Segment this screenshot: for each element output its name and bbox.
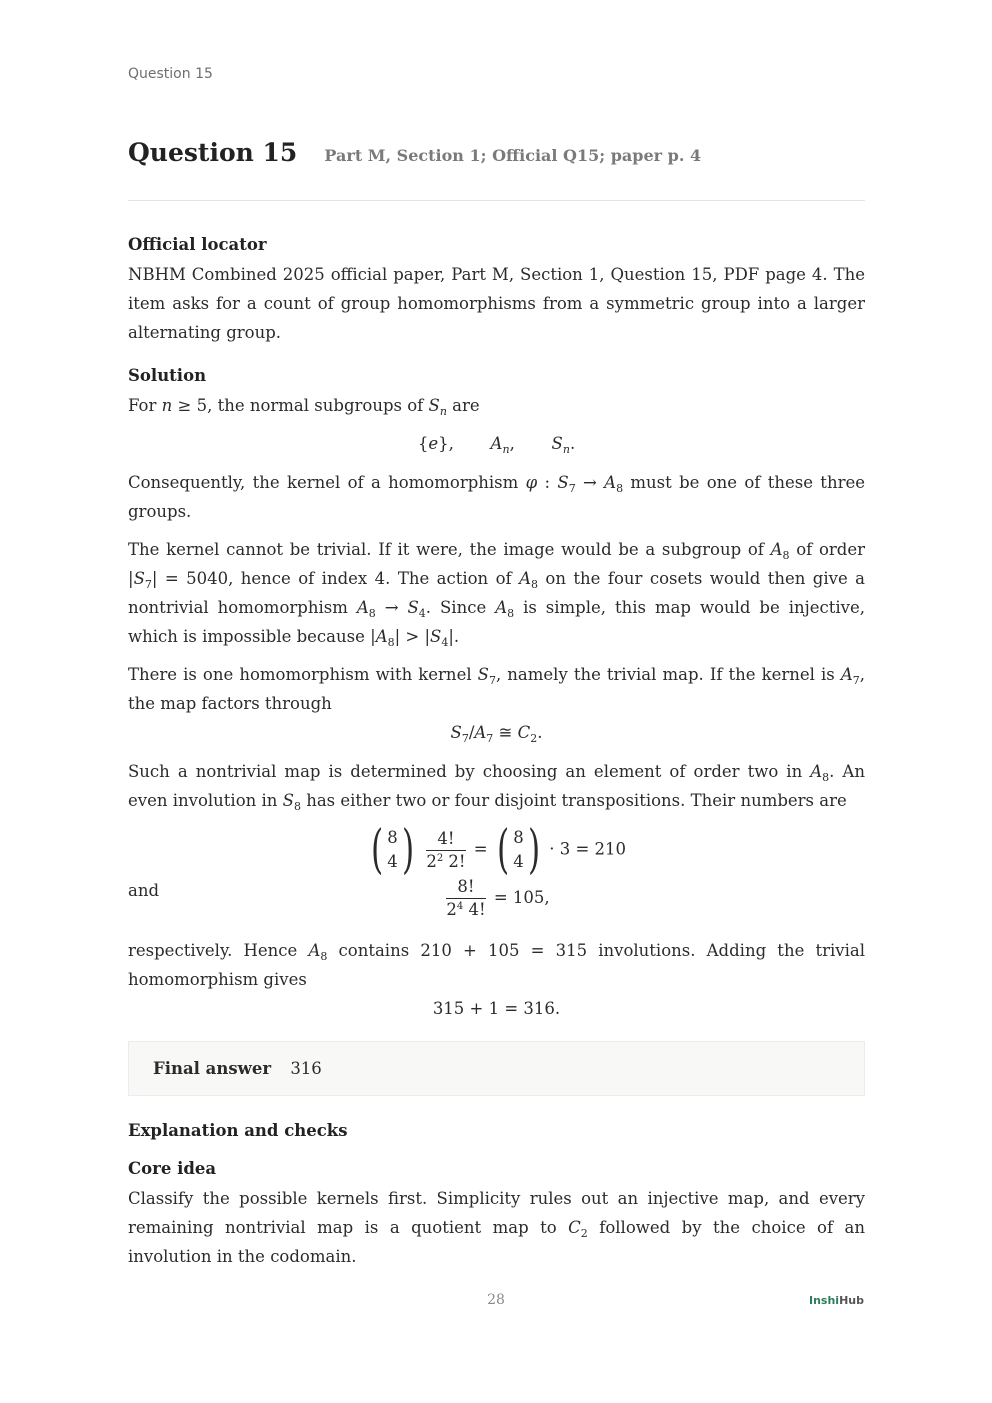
count-display-2-row [128,876,865,936]
divider [128,200,865,201]
sum-display: 315 + 1 = 316. [432,999,561,1018]
solution-para-6: respectively. Hence $A_8$ contains 210 + 105 = 315 involutions. Adding the trivial homomorphism gives [128,941,865,989]
page-title: Question 15 [128,138,298,167]
page-subtitle: Part M, Section 1; Official Q15; paper p. 4 [324,146,702,165]
solution-para-1: For n ≥ 5, the normal subgroups of $S_n$ are [128,396,480,418]
main-content [128,232,865,1280]
solution-para-5: Such a nontrivial map is determined by choosing an element of order two in $A_8$. An even involution in $S_8$ has either two or four disjoint transpositions. Their numbers are [128,762,865,813]
quotient-display: $S_7/A_7$ ≅ $C_2$. [450,723,543,745]
core-idea-text: Classify the possible kernels first. Simplicity rules out an injective map, and every remaining nontrivial map is a quotient map to $C_2$ followed by the choice of an involution in the codomain. [128,1189,865,1266]
solution-para-3: The kernel cannot be trivial. If it were, the image would be a subgroup of $A_8$ of order $|S_7| = 5040$, hence of index 4. The action of $A_8$ on the four cosets would then give a nontrivial homomorphism $A_8 \to S_4$. Since $A_8$ is simple, this map would be injective, which is impossible because $|A_8| > |S_4|$. [128,540,865,649]
final-answer-label: Final answer [153,1059,272,1078]
title-row [128,138,865,167]
locator-heading: Official locator [128,235,267,254]
brand-logo: InshiHub [809,1294,864,1307]
core-idea-heading: Core idea [128,1159,217,1178]
count-display-2: $\frac{8!}{2^4 4!}$ = 105, [446,877,550,919]
normal-subgroups-display: {e}, $A_n$, $S_n$. [417,434,576,456]
running-head: Question 15 [128,66,213,82]
locator-text: NBHM Combined 2025 official paper, Part M, Section 1, Question 15, PDF page 4. The item asks for a count of group homomorphisms from a symmetric group into a larger alternating group. [128,265,865,342]
solution-para-2: Consequently, the kernel of a homomorphism φ : $S_7 \to A_8$ must be one of these three groups. [128,473,865,521]
explanation-heading: Explanation and checks [128,1121,348,1140]
solution-heading: Solution [128,366,207,385]
count-display-1: ( 8 4 ) $\frac{4!}{2^2 2!}$ = ( 8 4 ) · 3 = 210 [371,820,627,880]
final-answer-value: 316 [290,1059,322,1078]
page-number: 28 [487,1292,505,1308]
solution-para-4: There is one homomorphism with kernel $S_7$, namely the trivial map. If the kernel is $A_7$, the map factors through [128,665,865,713]
final-answer-box [128,1041,865,1096]
and-label: and [128,881,160,900]
